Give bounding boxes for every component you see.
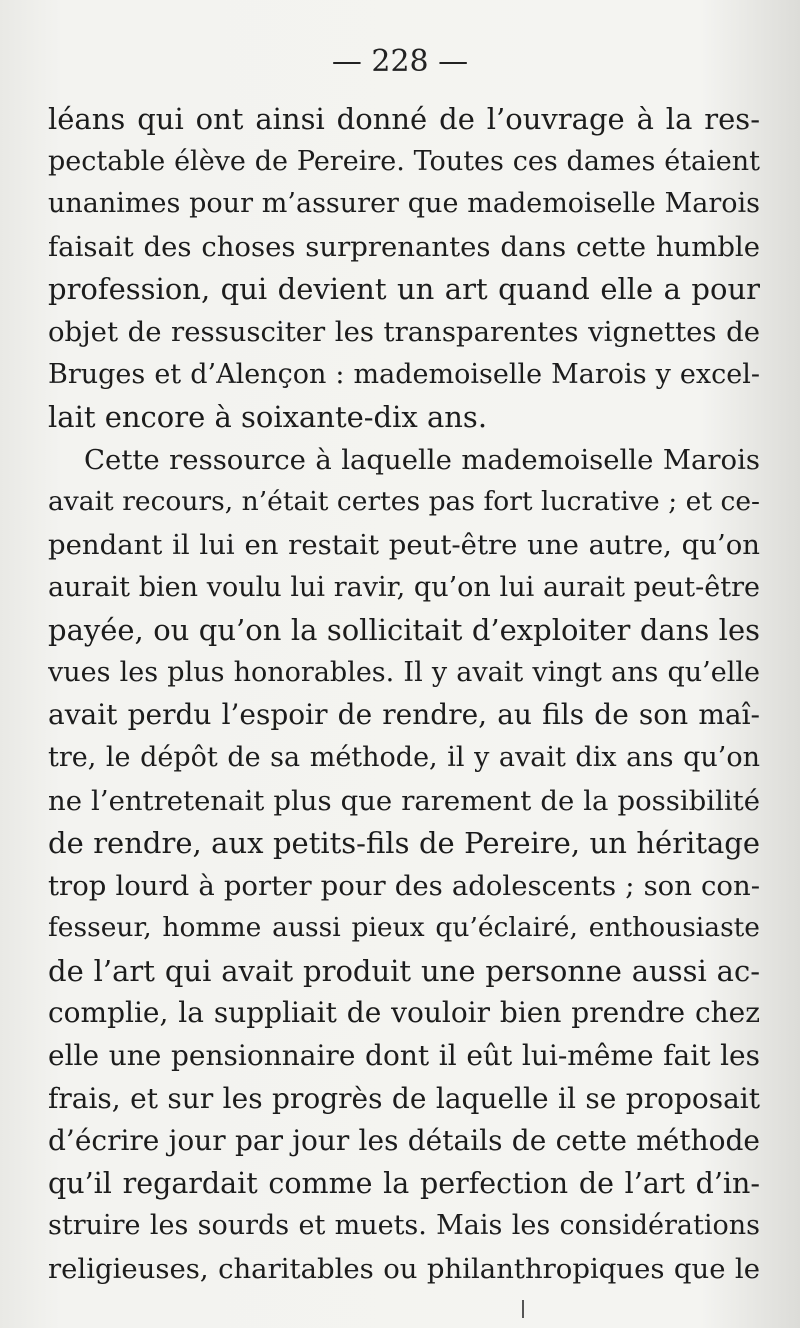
body-text: [48, 98, 760, 1291]
text-line: unanimes pour m’assurer que mademoiselle Marois: [48, 188, 760, 220]
text-line: faisait des choses surprenantes dans cette humble: [48, 230, 760, 263]
text-line: avait perdu l’espoir de rendre, au fils de son maî-: [48, 698, 760, 732]
text-line: objet de ressusciter les transparentes vignettes de: [48, 315, 760, 348]
page-number: — 228 —: [331, 44, 469, 79]
paragraph: [48, 98, 760, 439]
text-line: fesseur, homme aussi pieux qu’éclairé, enthousiaste: [48, 912, 760, 944]
text-line: de l’art qui avait produit une personne aussi ac-: [48, 953, 760, 988]
text-line: struire les sourds et muets. Mais les considérations: [48, 1210, 760, 1242]
text-line: aurait bien voulu lui ravir, qu’on lui aurait peut-être: [48, 571, 760, 603]
text-line: Cette ressource à laquelle mademoiselle Marois: [84, 443, 760, 476]
paragraph: [48, 439, 760, 1291]
print-mark: [522, 1300, 524, 1318]
text-line: profession, qui devient un art quand elle a pour: [48, 272, 760, 307]
text-line: pectable élève de Pereire. Toutes ces dames étaient: [48, 145, 760, 177]
text-line: tre, le dépôt de sa méthode, il y avait dix ans qu’on: [48, 741, 760, 773]
text-line: elle une pensionnaire dont il eût lui-même fait les: [48, 1039, 760, 1073]
text-line: complie, la suppliait de vouloir bien prendre chez: [48, 996, 760, 1030]
text-line: payée, ou qu’on la sollicitait d’exploiter dans les: [48, 613, 760, 648]
text-line: pendant il lui en restait peut-être une autre, qu’on: [48, 528, 760, 561]
text-line: trop lourd à porter pour des adolescents ; son con-: [48, 869, 760, 902]
text-line: léans qui ont ainsi donné de l’ouvrage à la res-: [48, 102, 760, 136]
text-line: Bruges et d’Alençon : mademoiselle Marois y excel-: [48, 358, 760, 390]
text-line: religieuses, charitables ou philanthropiques que le: [48, 1253, 760, 1286]
text-line: vues les plus honorables. Il y avait vingt ans qu’elle: [48, 656, 760, 688]
text-line: lait encore à soixante-dix ans.: [48, 400, 488, 435]
text-line: de rendre, aux petits-fils de Pereire, un héritage: [48, 826, 760, 861]
text-line: qu’il regardait comme la perfection de l’art d’in-: [48, 1166, 760, 1200]
text-line: d’écrire jour par jour les détails de cette méthode: [48, 1124, 760, 1158]
text-line: avait recours, n’était certes pas fort lucrative ; et ce-: [48, 486, 760, 518]
text-line: ne l’entretenait plus que rarement de la possibilité: [48, 784, 760, 817]
text-line: frais, et sur les progrès de laquelle il se proposait: [48, 1081, 760, 1115]
